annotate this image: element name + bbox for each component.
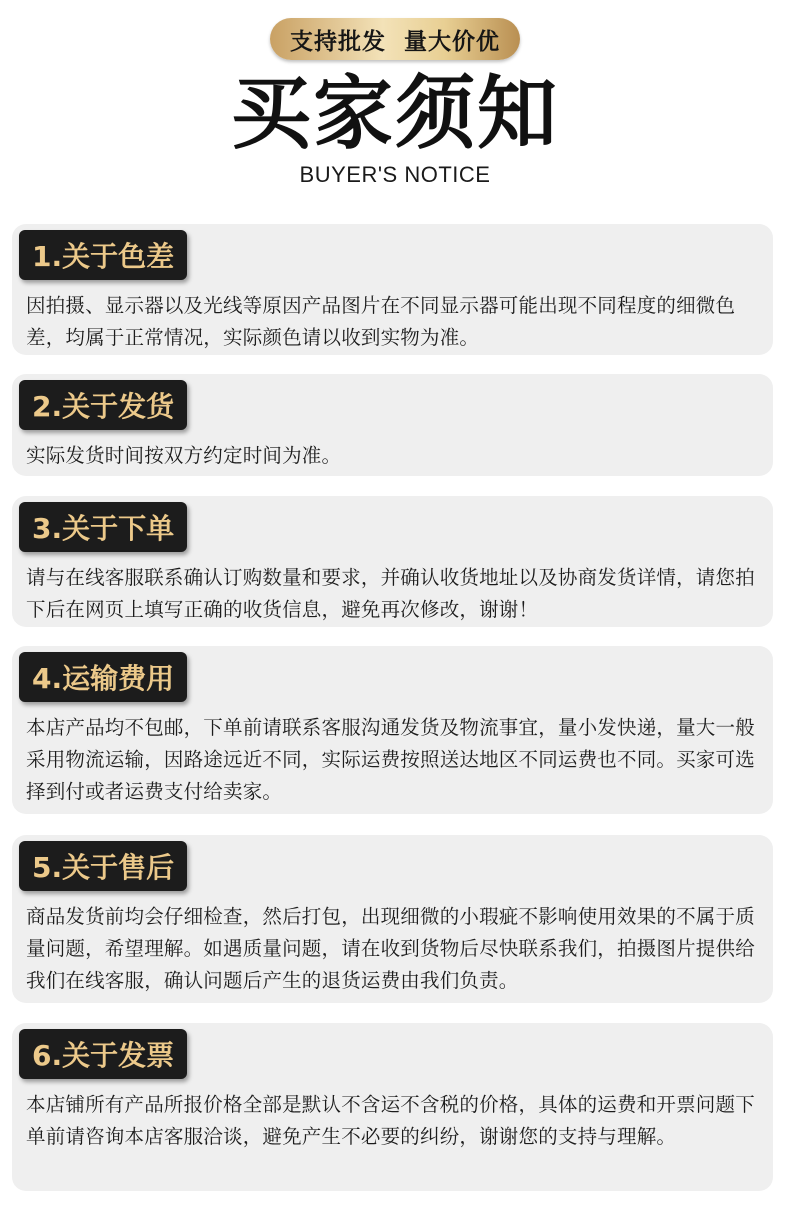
notice-card-shipping xyxy=(12,374,773,476)
section-body-text: 实际发货时间按双方约定时间为准。 xyxy=(26,444,342,467)
notice-card-invoice xyxy=(12,1023,773,1191)
section-heading-tag: 1.关于色差 xyxy=(19,230,187,280)
section-body-text: 商品发货前均会仔细检查，然后打包，出现细微的小瑕疵不影响使用效果的不属于质量问题，希望理解。如遇质量问题，请在收到货物后尽快联系我们，拍摄图片提供给我们在线客服，确认问题后产生的退货运费由我们负责。 xyxy=(26,905,755,992)
section-heading-tag: 6.关于发票 xyxy=(19,1029,187,1079)
section-heading-tag: 4.运输费用 xyxy=(19,652,187,702)
badge-text: 支持批发 量大价优 xyxy=(289,28,500,55)
section-body-text: 本店铺所有产品所报价格全部是默认不含运不含税的价格，具体的运费和开票问题下单前请咨询本店客服洽谈，避免产生不必要的纠纷，谢谢您的支持与理解。 xyxy=(26,1093,755,1148)
section-body-text: 因拍摄、显示器以及光线等原因产品图片在不同显示器可能出现不同程度的细微色差，均属于正常情况，实际颜色请以收到实物为准。 xyxy=(26,294,736,349)
notice-card-ordering xyxy=(12,496,773,627)
section-heading-tag: 5.关于售后 xyxy=(19,841,187,891)
notice-card-color-difference xyxy=(12,224,773,355)
section-heading-tag: 3.关于下单 xyxy=(19,502,187,552)
section-body-text: 本店产品均不包邮，下单前请联系客服沟通发货及物流事宜，量小发快递，量大一般采用物流运输，因路途远近不同，实际运费按照送达地区不同运费也不同。买家可选择到付或者运费支付给卖家。 xyxy=(26,716,755,803)
page-subtitle: BUYER'S NOTICE xyxy=(299,162,491,187)
page-title: 买家须知 xyxy=(231,67,559,160)
notice-card-after-sales xyxy=(12,835,773,1003)
top-badge xyxy=(270,18,520,60)
section-heading-tag: 2.关于发货 xyxy=(19,380,187,430)
section-body-text: 请与在线客服联系确认订购数量和要求，并确认收货地址以及协商发货详情，请您拍下后在网页上填写正确的收货信息，避免再次修改，谢谢！ xyxy=(26,566,755,621)
notice-card-freight xyxy=(12,646,773,814)
